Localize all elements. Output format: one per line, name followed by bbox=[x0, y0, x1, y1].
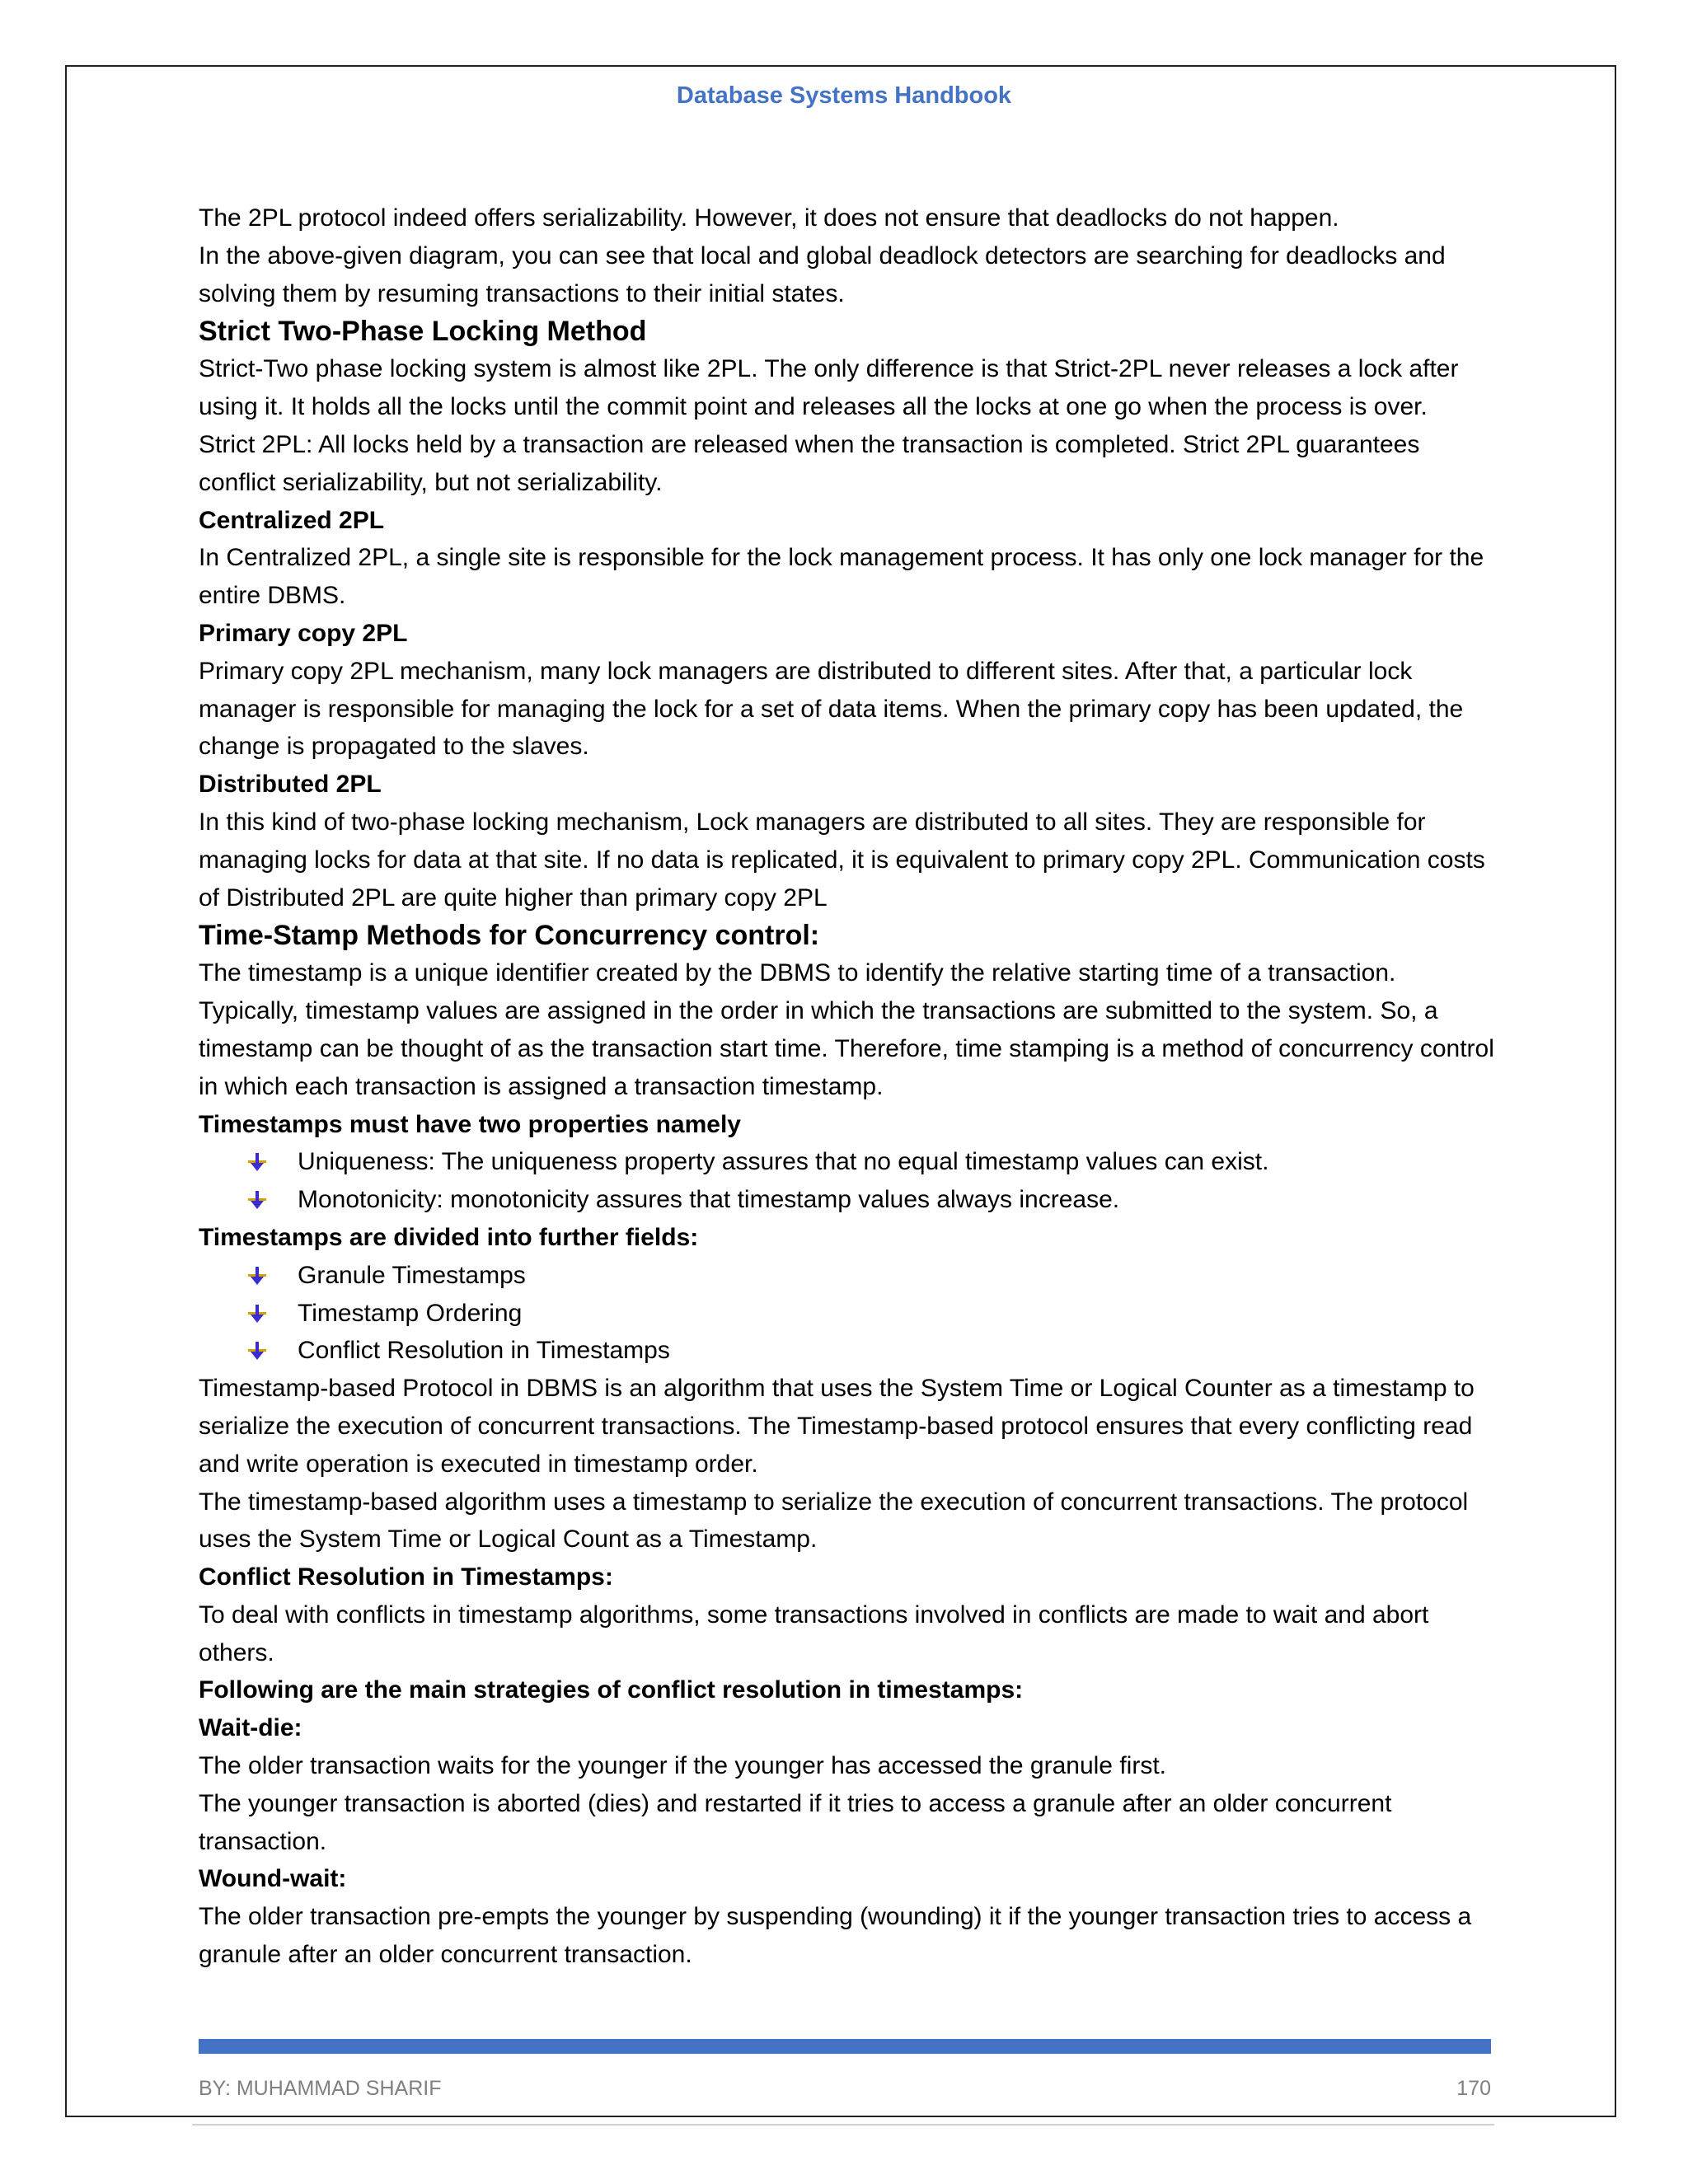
subheading: Conflict Resolution in Timestamps: bbox=[199, 1563, 613, 1591]
paragraph: The older transaction waits for the younger if the younger has accessed the granule first. bbox=[199, 1752, 1166, 1780]
paragraph: The timestamp is a unique identifier created by the DBMS to identify the relative starting time of a transaction. Typically, timestamp values are assigned in the order in which the transactions are submitted to the system. So, a timestamp can be thought of as the transaction start time. Therefore, time stamping is a method of concurrency control in which each transaction is assigned a transaction timestamp. bbox=[199, 959, 1494, 1100]
running-header: Database Systems Handbook bbox=[676, 82, 1012, 109]
list-item-text: Granule Timestamps bbox=[298, 1261, 526, 1289]
list-item bbox=[248, 1257, 1501, 1295]
properties-list bbox=[199, 1143, 1501, 1219]
bottom-divider bbox=[192, 2124, 1494, 2125]
footer-bar bbox=[199, 2039, 1491, 2054]
list-item bbox=[248, 1143, 1501, 1181]
list-item-text: Timestamp Ordering bbox=[298, 1299, 523, 1327]
paragraph: The younger transaction is aborted (dies) and restarted if it tries to access a granule after an older concurrent transaction. bbox=[199, 1789, 1392, 1855]
paragraph: The older transaction pre-empts the younger by suspending (wounding) it if the younger transaction tries to access a granule after an older concurrent transaction. bbox=[199, 1903, 1472, 1969]
paragraph: The timestamp-based algorithm uses a timestamp to serialize the execution of concurrent transactions. The protocol uses the System Time or Logical Count as a Timestamp. bbox=[199, 1488, 1469, 1554]
section-heading: Time-Stamp Methods for Concurrency control: bbox=[199, 920, 820, 952]
footer-author: BY: MUHAMMAD SHARIF bbox=[199, 2077, 442, 2100]
list-item-text: Monotonicity: monotonicity assures that timestamp values always increase. bbox=[298, 1186, 1120, 1214]
paragraph: In this kind of two-phase locking mechanism, Lock managers are distributed to all sites. They are responsible for managing locks for data at that site. If no data is replicated, it is equivalent to primary copy 2PL. Communication costs of Distributed 2PL are quite higher than primary copy 2PL bbox=[199, 808, 1485, 912]
paragraph: In the above-given diagram, you can see that local and global deadlock detectors are searching for deadlocks and solving them by resuming transactions to their initial states. bbox=[199, 241, 1446, 307]
arrow-down-icon bbox=[248, 1342, 266, 1360]
arrow-down-icon bbox=[248, 1153, 266, 1171]
arrow-down-icon bbox=[248, 1191, 266, 1209]
subheading: Timestamps must have two properties namely bbox=[199, 1110, 741, 1138]
subheading: Wound-wait: bbox=[199, 1865, 347, 1893]
list-item bbox=[248, 1181, 1501, 1219]
list-item bbox=[248, 1332, 1501, 1370]
paragraph: Primary copy 2PL mechanism, many lock managers are distributed to different sites. After that, a particular lock manager is responsible for managing the lock for a set of data items. When the primary copy has been updated, the change is propagated to the slaves. bbox=[199, 657, 1464, 761]
subheading: Centralized 2PL bbox=[199, 506, 385, 534]
list-item-text: Conflict Resolution in Timestamps bbox=[298, 1337, 670, 1365]
subheading: Primary copy 2PL bbox=[199, 619, 408, 647]
page-content bbox=[199, 199, 1501, 1974]
arrow-down-icon bbox=[248, 1305, 266, 1323]
subheading: Timestamps are divided into further fields: bbox=[199, 1223, 699, 1251]
paragraph: Strict 2PL: All locks held by a transaction are released when the transaction is completed. Strict 2PL guarantees conflict serializability, but not serializability. bbox=[199, 430, 1420, 496]
paragraph: Timestamp-based Protocol in DBMS is an algorithm that uses the System Time or Logical Counter as a timestamp to serialize the execution of concurrent transactions. The Timestamp-based protocol ensures that every conflicting read and write operation is executed in timestamp order. bbox=[199, 1375, 1475, 1478]
paragraph: Strict-Two phase locking system is almost like 2PL. The only difference is that Strict-2PL never releases a lock after using it. It holds all the locks until the commit point and releases all the locks at one go when the process is over. bbox=[199, 355, 1459, 421]
list-item-text: Uniqueness: The uniqueness property assures that no equal timestamp values can exist. bbox=[298, 1148, 1269, 1176]
section-heading: Strict Two-Phase Locking Method bbox=[199, 316, 647, 348]
subheading: Wait-die: bbox=[199, 1714, 302, 1742]
subheading: Distributed 2PL bbox=[199, 771, 382, 799]
fields-list bbox=[199, 1257, 1501, 1370]
paragraph: The 2PL protocol indeed offers serializability. However, it does not ensure that deadlocks do not happen. bbox=[199, 204, 1339, 232]
list-item bbox=[248, 1295, 1501, 1333]
arrow-down-icon bbox=[248, 1267, 266, 1285]
subheading: Following are the main strategies of conflict resolution in timestamps: bbox=[199, 1676, 1024, 1704]
paragraph: To deal with conflicts in timestamp algorithms, some transactions involved in conflicts are made to wait and abort others. bbox=[199, 1601, 1429, 1666]
paragraph: In Centralized 2PL, a single site is responsible for the lock management process. It has only one lock manager for the entire DBMS. bbox=[199, 544, 1484, 610]
page-number: 170 bbox=[1456, 2077, 1491, 2100]
